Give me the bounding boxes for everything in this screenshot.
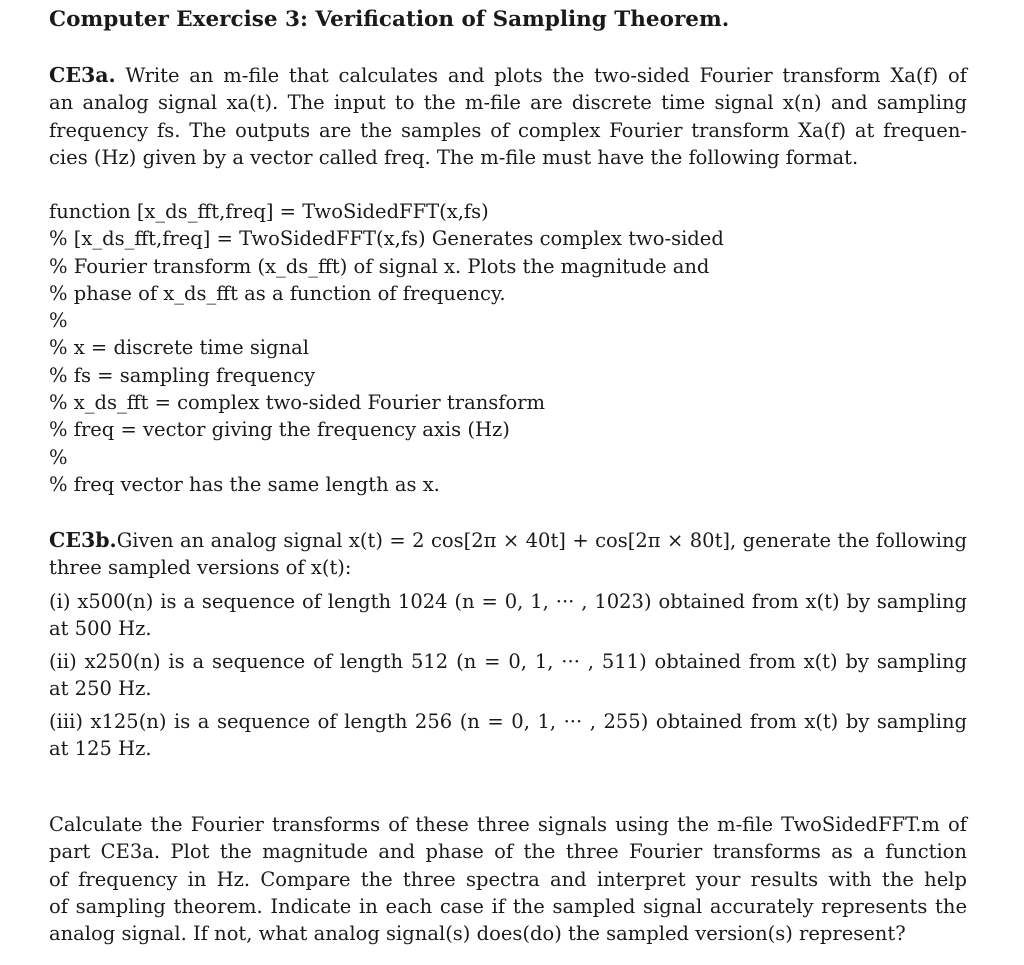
code-line-10: % (49, 445, 68, 469)
item-iii (49, 708, 967, 763)
code-line-6: % x = discrete time signal (49, 336, 309, 360)
ce3b-paragraph (49, 527, 967, 582)
ce3a-paragraph (49, 62, 967, 171)
exercise-title: Computer Exercise 3: Verification of Sampling Theorem. (49, 7, 730, 32)
code-line-1: function [x_ds_fft,freq] = TwoSidedFFT(x,fs) (49, 200, 489, 223)
conclusion-line-5: analog signal. If not, what analog signal(s) does(do) the sampled version(s) represent? (49, 922, 906, 946)
item-i-line-2: at 500 Hz. (49, 617, 152, 641)
ce3b-line-1: Given an analog signal x(t) = 2 cos[2π × 40t] + cos[2π × 80t], generate the following (116, 529, 967, 552)
item-iii-line-2: at 125 Hz. (49, 737, 152, 761)
code-line-5: % (49, 309, 68, 333)
code-line-7: % fs = sampling frequency (49, 363, 316, 387)
code-line-4: % phase of x_ds_fft as a function of frequency. (49, 281, 506, 305)
conclusion-line-3: of frequency in Hz. Compare the three spectra and interpret your results with the help (49, 867, 967, 891)
item-iii-line-1: (iii) x125(n) is a sequence of length 256 (n = 0, 1, ··· , 255) obtained from x(t) by sampling (49, 710, 967, 733)
conclusion-line-2: part CE3a. Plot the magnitude and phase of the three Fourier transforms as a function (49, 840, 967, 864)
mfile-code-block (49, 198, 724, 498)
item-ii (49, 648, 967, 703)
conclusion-paragraph (49, 811, 967, 947)
code-line-3: % Fourier transform (x_ds_fft) of signal x. Plots the magnitude and (49, 254, 710, 278)
ce3a-label: CE3a. (49, 63, 116, 87)
code-line-2: % [x_ds_fft,freq] = TwoSidedFFT(x,fs) Generates complex two-sided (49, 227, 724, 251)
item-ii-line-1: (ii) x250(n) is a sequence of length 512 (n = 0, 1, ··· , 511) obtained from x(t) by sampling (49, 650, 967, 673)
ce3a-line-4: cies (Hz) given by a vector called freq. The m-file must have the following format. (49, 145, 859, 169)
ce3b-line-2: three sampled versions of x(t): (49, 556, 352, 580)
item-i (49, 588, 967, 643)
ce3a-line-3: frequency fs. The outputs are the samples of complex Fourier transform Xa(f) at frequen- (49, 118, 967, 142)
ce3a-line-1: Write an m-file that calculates and plots the two-sided Fourier transform Xa(f) of (125, 64, 967, 87)
code-line-8: % x_ds_fft = complex two-sided Fourier transform (49, 391, 546, 415)
code-line-11: % freq vector has the same length as x. (49, 472, 440, 496)
code-line-9: % freq = vector giving the frequency axis (Hz) (49, 418, 510, 442)
ce3a-line-2: an analog signal xa(t). The input to the m-file are discrete time signal x(n) and sampling (49, 91, 967, 115)
item-ii-line-2: at 250 Hz. (49, 677, 152, 701)
conclusion-line-4: of sampling theorem. Indicate in each case if the sampled signal accurately represents the (49, 894, 967, 918)
item-i-line-1: (i) x500(n) is a sequence of length 1024 (n = 0, 1, ··· , 1023) obtained from x(t) by sampling (49, 590, 967, 613)
conclusion-line-1: Calculate the Fourier transforms of these three signals using the m-file TwoSidedFFT.m of (49, 813, 967, 836)
ce3b-label: CE3b. (49, 528, 117, 552)
